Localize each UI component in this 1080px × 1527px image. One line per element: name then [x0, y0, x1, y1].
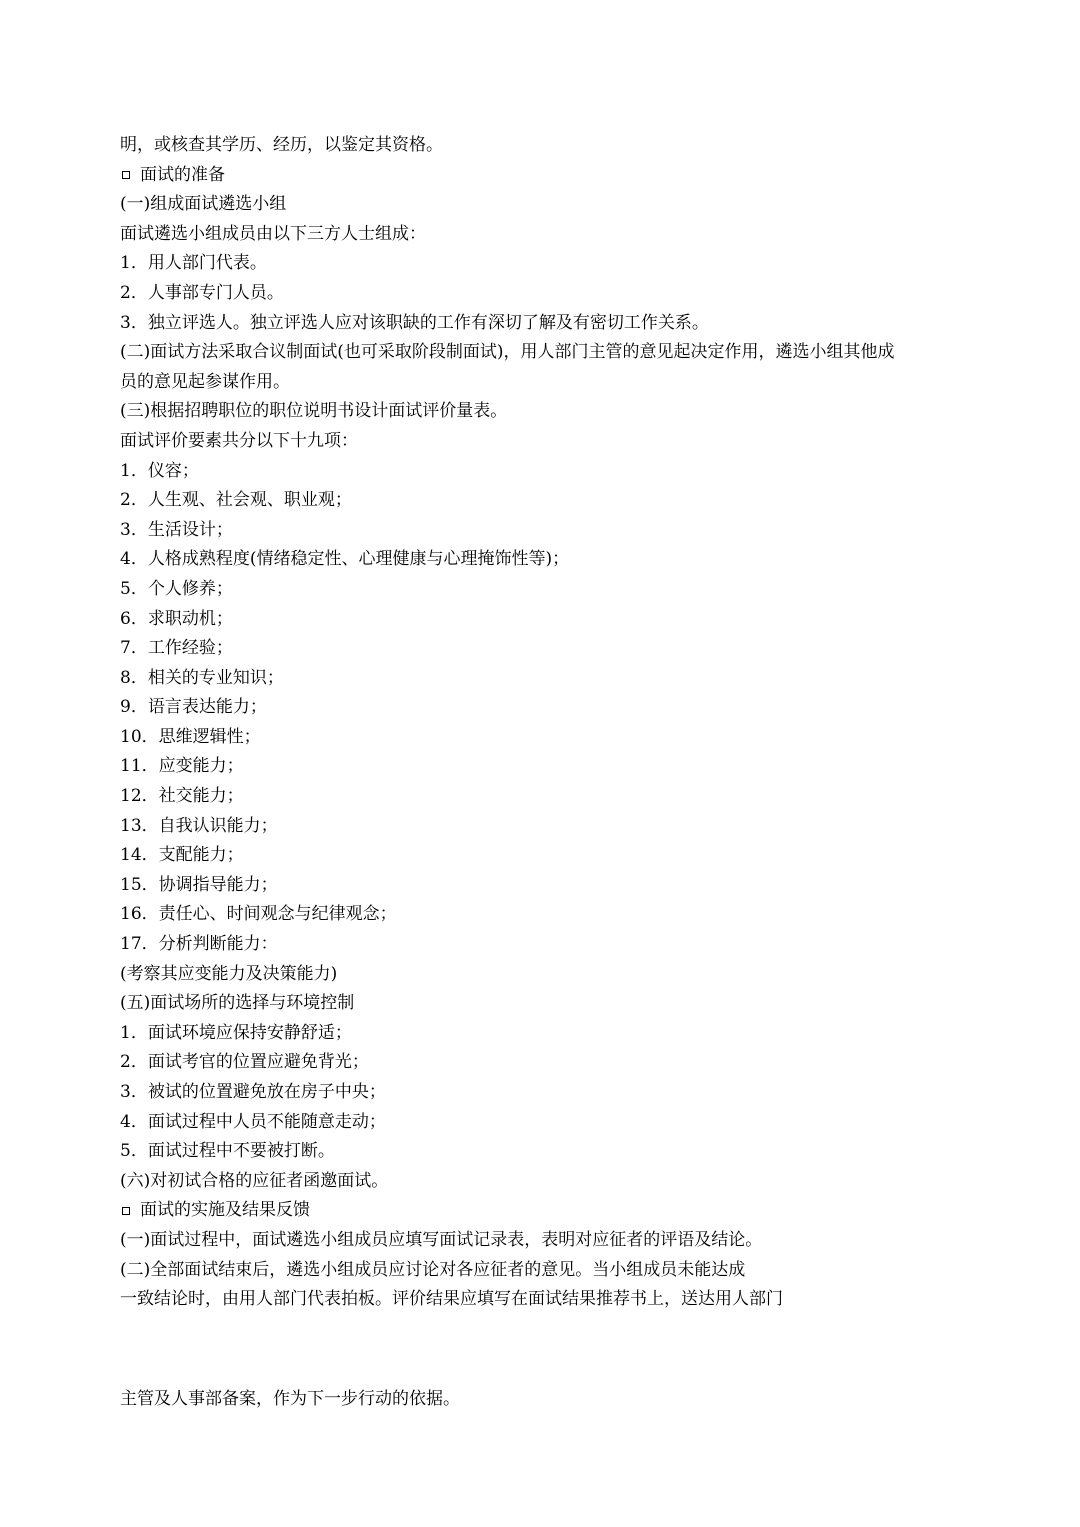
list-item: 1．面试环境应保持安静舒适； — [120, 1022, 352, 1043]
list-item: 6．求职动机； — [120, 608, 233, 629]
list-item: 2．人生观、社会观、职业观； — [120, 490, 352, 511]
paragraph-line: 员的意见起参谋作用。 — [120, 371, 290, 392]
list-item: 11．应变能力； — [120, 756, 244, 777]
list-item: 12．社交能力； — [120, 786, 244, 807]
list-item: 10．思维逻辑性； — [120, 726, 261, 747]
paragraph-line: 明，或核查其学历、经历，以鉴定其资格。 — [120, 135, 443, 155]
paragraph-line: 面试遴选小组成员由以下三方人士组成： — [120, 223, 426, 244]
list-item: 3．独立评选人。独立评选人应对该职缺的工作有深切了解及有密切工作关系。 — [120, 312, 709, 333]
list-item: 5．面试过程中不要被打断。 — [120, 1141, 335, 1162]
paragraph-line: (一)面试过程中，面试遴选小组成员应填写面试记录表，表明对应征者的评语及结论。 — [120, 1229, 763, 1250]
square-bullet-icon — [122, 1207, 130, 1215]
list-item: 3．被试的位置避免放在房子中央； — [120, 1082, 386, 1102]
paragraph-line: (二)面试方法采取合议制面试(也可采取阶段制面试)，用人部门主管的意见起决定作用，遴选小组其他成 — [120, 342, 895, 363]
list-item: 1．仪容； — [120, 460, 199, 481]
paragraph-line: (六)对初试合格的应征者函邀面试。 — [120, 1170, 389, 1191]
list-item: 2．面试考官的位置应避免背光； — [120, 1052, 369, 1073]
list-item: 8．相关的专业知识； — [120, 667, 284, 688]
list-item: 16．责任心、时间观念与纪律观念； — [120, 904, 397, 925]
document-body — [120, 131, 990, 1315]
paragraph-line-continued: 主管及人事部备案，作为下一步行动的依据。 — [120, 1389, 460, 1409]
paragraph-line: (考察其应变能力及决策能力) — [120, 963, 338, 984]
paragraph-line: (一)组成面试遴选小组 — [120, 194, 287, 215]
section-heading-implementation — [120, 1196, 990, 1226]
list-item: 14．支配能力； — [120, 845, 244, 866]
paragraph-line: (二)全部面试结束后，遴选小组成员应讨论对各应征者的意见。当小组成员未能达成 — [120, 1259, 746, 1280]
paragraph-line: (五)面试场所的选择与环境控制 — [120, 993, 355, 1014]
list-item: 4．面试过程中人员不能随意走动； — [120, 1111, 386, 1132]
paragraph-line: (三)根据招聘职位的职位说明书设计面试评价量表。 — [120, 401, 508, 422]
list-item: 9．语言表达能力； — [120, 697, 267, 718]
section-heading-text: 面试的实施及结果反馈 — [140, 1200, 310, 1221]
paragraph-line: 面试评价要素共分以下十九项： — [120, 430, 358, 451]
list-item: 2．人事部专门人员。 — [120, 282, 284, 303]
list-item: 5．个人修养； — [120, 578, 233, 599]
list-item: 7．工作经验； — [120, 638, 233, 659]
paragraph-line: 一致结论时，由用人部门代表拍板。评价结果应填写在面试结果推荐书上，送达用人部门 — [120, 1289, 783, 1310]
section-heading-text: 面试的准备 — [140, 164, 225, 185]
list-item: 3．生活设计； — [120, 519, 233, 540]
list-item: 15．协调指导能力； — [120, 874, 278, 895]
section-heading-preparation — [120, 161, 990, 191]
list-item: 1．用人部门代表。 — [120, 253, 267, 274]
list-item: 17．分析判断能力： — [120, 934, 278, 955]
list-item: 13．自我认识能力； — [120, 815, 278, 836]
list-item: 4．人格成熟程度(情绪稳定性、心理健康与心理掩饰性等)； — [120, 549, 570, 570]
square-bullet-icon — [122, 171, 130, 179]
